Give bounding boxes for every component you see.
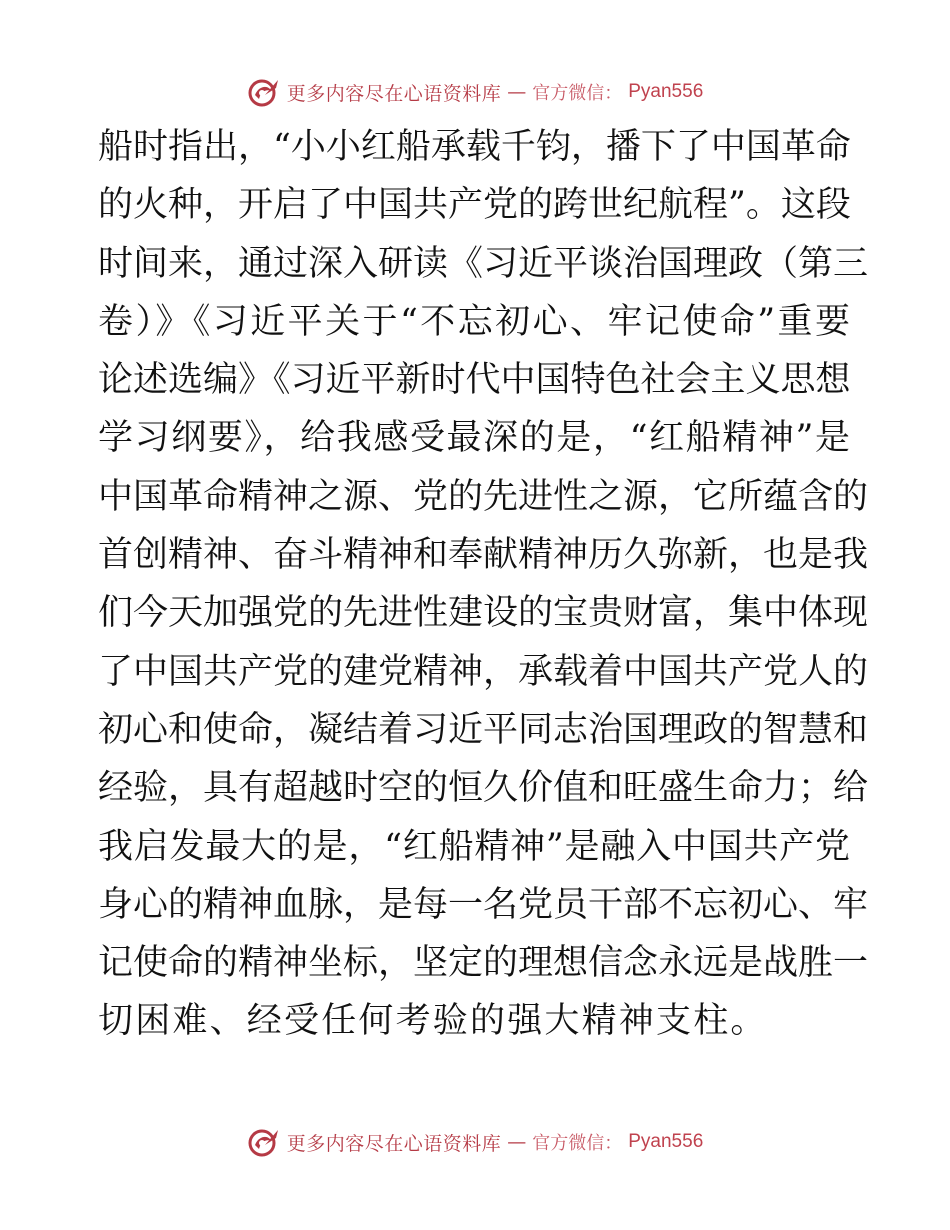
body-line: 初心和使命，凝结着习近平同志治国理政的智慧和 [98,709,869,750]
banner-wechat-label: 官方微信： [532,83,623,104]
body-line: 们今天加强党的先进性建设的宝贵财富，集中体现 [98,593,869,634]
body-line: 时间来，通过深入研读《习近平谈治国理政（第三 [98,243,869,284]
body-line: 首创精神、奋斗精神和奉献精神历久弥新，也是我 [98,535,869,576]
footer-banner [0,1122,950,1162]
header-banner [0,72,950,112]
body-line: 身心的精神血脉，是每一名党员干部不忘初心、牢 [98,884,869,925]
body-line: 记使命的精神坐标，坚定的理想信念永远是战胜一 [98,943,869,984]
body-line: 学习纲要》，给我感受最深的是，“红船精神”是 [98,418,850,459]
banner-promo-text: 更多内容尽在心语资料库 [286,1132,502,1155]
banner-wechat-id: Pyan556 [628,1131,704,1152]
red-swirl-quill-logo-icon [247,75,281,109]
body-line-last: 切困难、经受任何考验的强大精神支柱。 [98,1001,768,1042]
red-swirl-quill-logo-icon [247,1125,281,1159]
body-line: 论述选编》《习近平新时代中国特色社会主义思想 [98,360,851,401]
body-line: 我启发最大的是，“红船精神”是融入中国共产党 [98,826,850,867]
banner-wechat-id: Pyan556 [628,81,704,102]
document-body [98,118,869,1051]
body-line: 卷）》《习近平关于“不忘初心、牢记使命”重要 [98,301,850,342]
body-line: 的火种，开启了中国共产党的跨世纪航程”。这段 [98,185,851,226]
body-line: 船时指出，“小小红船承载千钧，播下了中国革命 [98,127,851,167]
body-line: 经验，具有超越时空的恒久价值和旺盛生命力；给 [98,768,869,809]
banner-separator: — [507,1131,527,1153]
banner-separator: — [507,81,527,103]
banner-promo-text: 更多内容尽在心语资料库 [286,82,502,105]
banner-wechat-label: 官方微信： [532,1133,623,1154]
body-line: 中国革命精神之源、党的先进性之源，它所蕴含的 [98,476,869,517]
body-line: 了中国共产党的建党精神，承载着中国共产党人的 [98,651,869,692]
